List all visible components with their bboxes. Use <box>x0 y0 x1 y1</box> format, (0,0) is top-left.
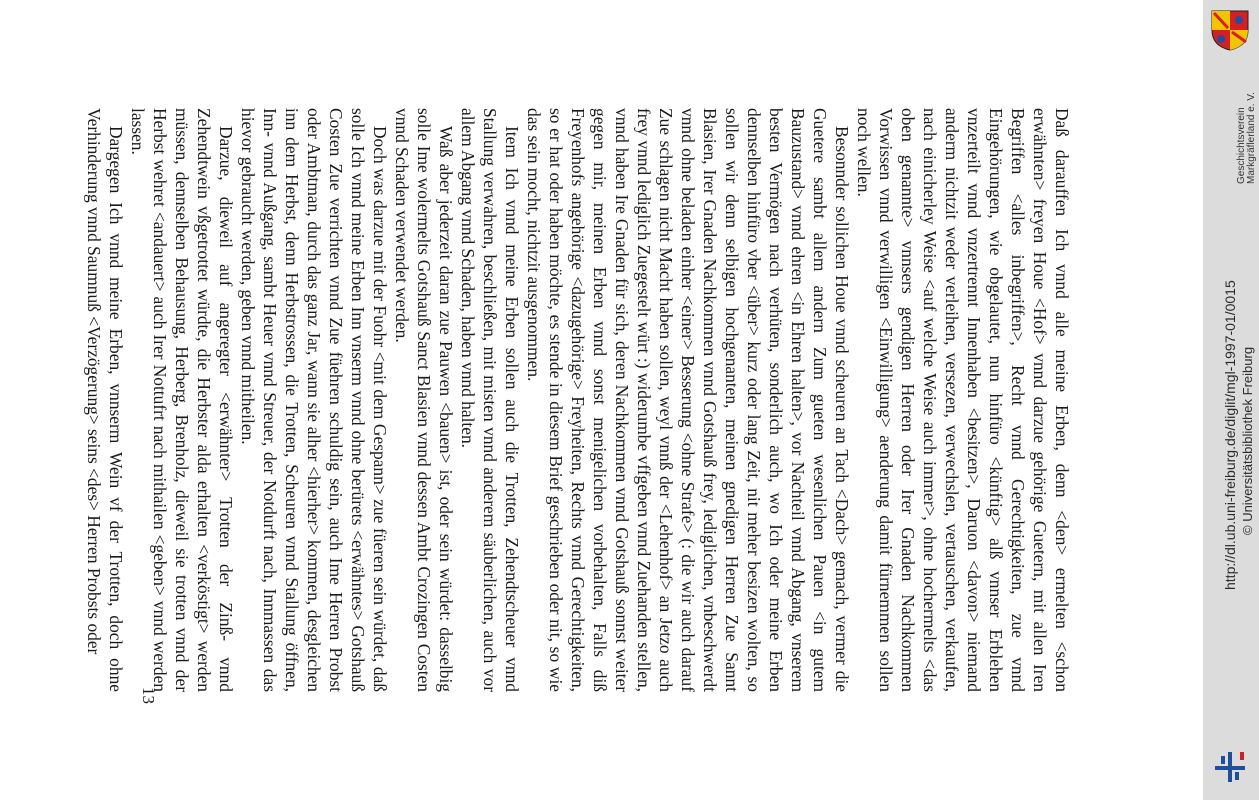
paragraph: Darzue, dieweil auf angeregter <erwähnter> Trotten der Zinß- vnnd Zehendtwein vßgetrottet würdte, die Herbster alda erhalten <verköstigt> werden müssen, dennselben Behausung, Herberg, Brenholz, dieweil sie trotten vnnd der Herbst wehret <andauert> auch Irer Nottufrt nach mithailen <geben> vnnd werden lassen. <box>128 108 236 692</box>
source-url[interactable]: http://dl.ub.uni-freiburg.de/diglit/mgl-1997-01/0015 <box>1222 280 1238 590</box>
society-name-line2: Markgräflerland e. V. <box>1246 92 1257 184</box>
viewer-sidebar <box>1203 0 1259 800</box>
rotated-page-content <box>84 88 1103 712</box>
paragraph: Besonnder sollichen Houe vnnd scheuren an Tach <Dach> gemach, vermer die Guetere sambt allem andern Zum gueten wesenlichen Pauen <in gutem Bauzustand> vnnd ehren <in Ehren halten>, vor Nachteil vnnd Abgang, vnserem besten Vermögen nach verhüten, sonderlich auch, wo Ich oder meine Erben dennselben hinfüro vber <über> kurz oder lang Zeit, nit meher besizen wolten, so sollen wir denn selbigen hochgenanten, meinen gnedigen Herren Zue Sannt Blasien, Irer Gnaden Nachkommen vnnd Gotshauß frey, lediglichen, vnbeschwerdt vnnd ohne beladen einher <einer> Besserung <ohne Strafe> (: die wir auch darauf Zue schlagen nicht Macht haben sollen, weyl vnnß der <Lehenhof> an Jetzo auch frey vnnd lediglich Zuegestelt würt :) widerumbe vffgeben vnnd Zuehanden stellen, vnnd haben Ire Gnaden für sich, deren Nachkommen vnnd Gotshauß sonnst weiter gegen mir, meinen Erben vnnd sonst menigelichen vorbehalten, Falls diß Freyenhofs angehörige <dazugehörige> Freyheiten, Rechts vnnd Gerechtigkeiten, so er hat oder haben möchte, es stende in diesem Brief geschrieben oder nit, so wie das sein mocht, nichtzit ausgenommen. <box>524 108 852 692</box>
society-name-line1: Geschichtsverein <box>1236 107 1247 184</box>
page-number: 13 <box>139 687 158 704</box>
paragraph: Doch was darzue mit der Fuohr <mit dem Gespann> zue füeren sein würdet, daß solle Ich vnnd meine Erben Inn vnserm vnnd ohne berürets <erwähntes> Gotshauß Costen Zue verrichten vnnd Zue füehren schuldig sein, auch Ime Herren Probst oder Ambtman, durch das ganz Jar, wann sie alher <hierher> kommen, desgleichen inn dem Herbst, denn Herbstrossen, die Trotten, Scheuren vnnd Stallung öffnen, Inn- vnnd Außgang, sambt Heuer vnnd Streuer, der Notdurft nach, Innmassen das hievor gebraucht werden, geben vnnd mitheilen. <box>238 108 390 692</box>
copyright-notice: © Universitätsbibliothek Freiburg <box>1240 346 1255 535</box>
university-library-logo <box>1211 746 1251 786</box>
paragraph: Dargegen Ich vnnd meine Erben, vnnserm Wein vf der Trotten, doch ohne Verhinderung vnnd Saumnuß <Verzögerung> seins <des> Herren Probsts oder <box>84 108 126 692</box>
paragraph: Waß aber jederzeit daran zue Pauwen <bauen> ist, oder sein würdet: dasselbig solle Ime wolermelts Gotshauß Sanct Blasien vnnd dessen Ambt Crozingen Costen vnnd Schaden verwendet werden. <box>392 108 456 692</box>
paragraph: Daß darauffen Ich vnnd alle meine Erben, denn <den> ermelten <schon erwähnten> freyen Houe <Hof> vnnd darzue gehörige Guetern, mit allen Iren Begriffen <alles inbegriffen>, Recht vnnd Gerechtigkeiten, zue vnnd Eingehörungen, wie obgelautet, nun hinfüro <künftig> alß vnnser Erblehen vnzerteilt vnnd vnzertrennt Innenhaben <besitzen>, Daruon <davon> niemand anderm nichtzit weder verleihen, versezen, verwechslen, vertauschen, verkaufen, nach einicherley Weise <auf welche Weise auch immer>, ohne hochermelts <das oben genannte> vnnsers gendigen Herren oder Irer Gnaden Nachkommen Vorwissen vnnd verwilligen <Einwilligung> aenderung damit fürnemmen sollen noch wellen. <box>854 108 1072 692</box>
coat-of-arms-logo <box>1208 8 1252 52</box>
paragraph: Item Ich vnnd meine Erben sollen auch die Trotten, Zehendtscheuer vnnd Stallung verwahren, beschließen, mit misten vnnd anderem säuberlichen, auch vor allem Abgang vnnd Schaden, haben vnnd halten. <box>458 108 522 692</box>
document-text <box>83 108 1073 692</box>
